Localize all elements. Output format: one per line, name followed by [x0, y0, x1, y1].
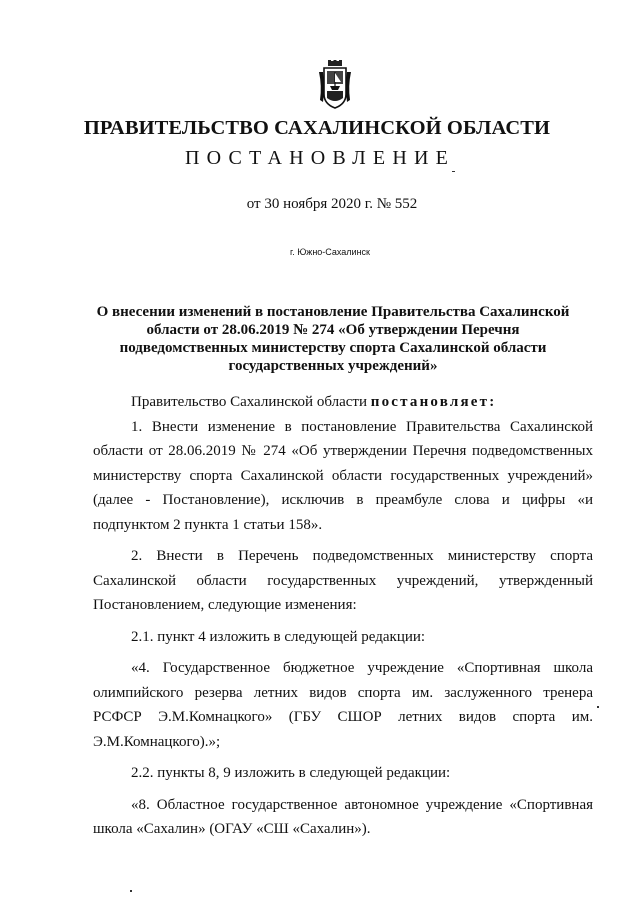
paragraph-2: 2. Внести в Перечень подведомственных министерству спорта Сахалинской области государственных учреждений, утвержденный Постановлением, следующие изменения:	[93, 548, 593, 613]
preamble-text: Правительство Сахалинской области	[131, 394, 371, 410]
document-body	[93, 390, 593, 842]
subject-line: О внесении изменений в постановление Правительства Сахалинской	[96, 304, 570, 320]
scan-speck	[452, 171, 455, 172]
sakhalin-coat-of-arms-icon	[318, 60, 352, 110]
subject-line: подведомственных министерству спорта Сахалинской области	[119, 340, 547, 356]
city-line: г. Южно-Сахалинск	[290, 247, 370, 257]
document-type: ПОСТАНОВЛЕНИЕ	[184, 147, 456, 169]
paragraph-2-2: 2.2. пункты 8, 9 изложить в следующей редакции:	[131, 765, 451, 781]
paragraph-1: 1. Внести изменение в постановление Правительства Сахалинской области от 28.06.2019 № 274 «Об утверждении Перечня подведомственных министерству спорта Сахалинской области государственных учреждений» (далее - Постановление), исключив в преамбуле слова и цифры «и подпунктом 2 пункта 1 статьи 158».	[93, 418, 593, 533]
scan-speck	[130, 890, 132, 892]
subject-line: государственных учреждений»	[228, 358, 438, 374]
paragraph-2-1: 2.1. пункт 4 изложить в следующей редакции:	[131, 628, 426, 645]
paragraph-2-1-text: «4. Государственное бюджетное учреждение «Спортивная школа олимпийского резерва летних видов спорта им. заслуженного тренера РСФСР Э.М.Комнацкого» (ГБУ СШОР летних видов спорта им. Э.М.Комнацкого).»;	[93, 660, 593, 750]
subject-line: области от 28.06.2019 № 274 «Об утверждении Перечня	[146, 322, 520, 338]
preamble	[93, 390, 593, 415]
government-title: ПРАВИТЕЛЬСТВО САХАЛИНСКОЙ ОБЛАСТИ	[83, 117, 551, 139]
date-and-number: от 30 ноября 2020 г. № 552	[246, 196, 418, 212]
paragraph-2-2-text: «8. Областное государственное автономное учреждение «Спортивная школа «Сахалин» (ОГАУ «СШ «Сахалин»).	[93, 796, 593, 837]
decree-word: постановляет:	[370, 394, 497, 410]
scan-speck	[597, 706, 599, 708]
document-subject	[96, 303, 570, 375]
